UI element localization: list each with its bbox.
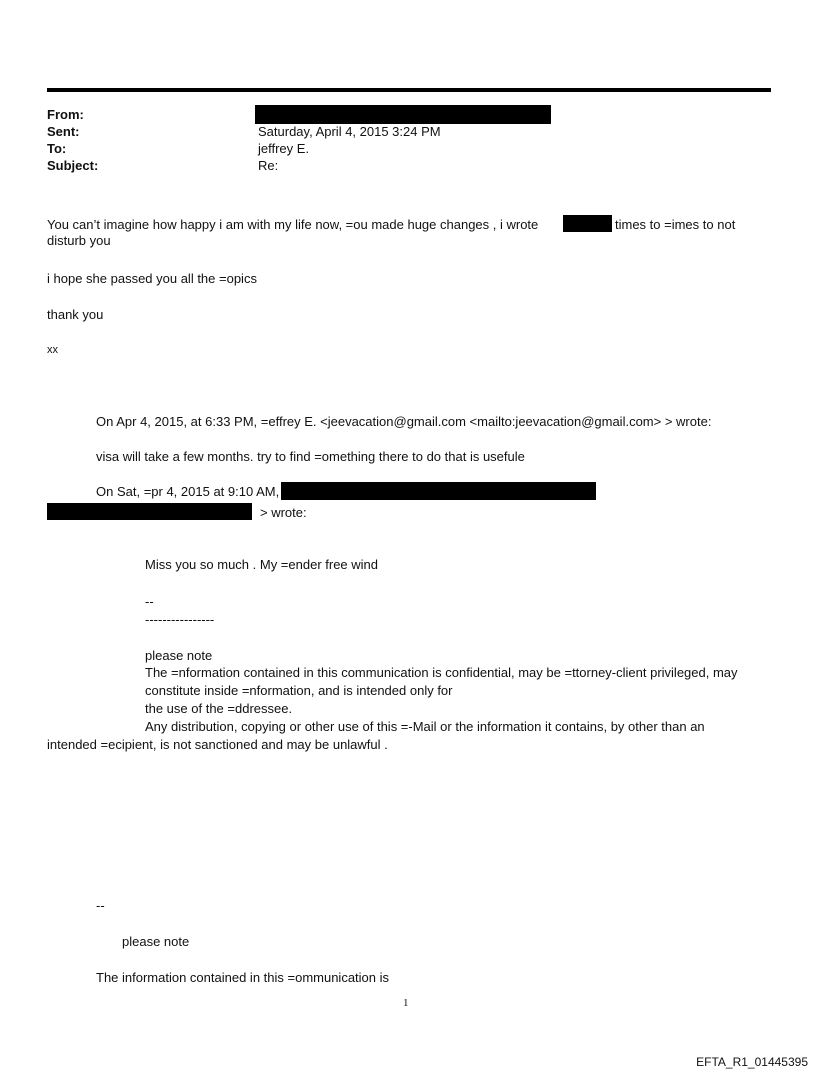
redaction-body: [563, 215, 612, 232]
body-line1b: times to =imes to not: [615, 217, 736, 232]
quote1-text: visa will take a few months. try to find =omething there to do that is usefule: [96, 449, 525, 464]
body-line5: xx: [47, 344, 58, 356]
redaction-from: [255, 105, 551, 124]
quote2-wrote: > wrote:: [260, 505, 307, 520]
subject-label: Subject:: [47, 158, 99, 173]
to-value: jeffrey E.: [258, 141, 310, 156]
footer-sig-note: please note: [122, 934, 190, 949]
subject-value: Re:: [258, 158, 279, 173]
quote2-text: Miss you so much . My =ender free wind: [145, 557, 379, 572]
quote1-header: On Apr 4, 2015, at 6:33 PM, =effrey E. <jeevacation@gmail.com <mailto:jeevacation@gmail.com> > wrote:: [96, 414, 712, 429]
body-line3: i hope she passed you all the =opics: [47, 271, 257, 286]
redaction-quote2-a: [281, 482, 596, 500]
disclaimer-line: Any distribution, copying or other use of this =-Mail or the information it contains, by other than an: [145, 719, 705, 734]
disclaimer-line: intended =ecipient, is not sanctioned and may be unlawful .: [47, 737, 388, 752]
body-line4: thank you: [47, 307, 104, 322]
quote2-sig-line: ----------------: [145, 612, 215, 627]
footer-sig-text: The information contained in this =ommunication is: [96, 970, 390, 985]
footer-sig-dash: --: [96, 898, 105, 913]
body-line2: disturb you: [47, 233, 111, 248]
quote2-header: On Sat, =pr 4, 2015 at 9:10 AM,: [96, 483, 280, 499]
sent-value: Saturday, April 4, 2015 3:24 PM: [258, 124, 441, 139]
page-number: 1: [403, 997, 409, 1009]
to-label: To:: [47, 141, 67, 156]
body-line1a: You can’t imagine how happy i am with my life now, =ou made huge changes , i wrote: [47, 217, 539, 232]
quote2-header-row: [96, 482, 596, 500]
from-label: From:: [47, 107, 84, 122]
disclaimer-line: The =nformation contained in this communication is confidential, may be =ttorney-client privileged, may: [145, 665, 738, 680]
disclaimer-line: constitute inside =nformation, and is intended only for: [145, 683, 453, 698]
sent-label: Sent:: [47, 124, 80, 139]
redaction-quote2-b: [47, 503, 252, 520]
quote2-note: please note: [145, 648, 213, 663]
document-id: EFTA_R1_01445395: [696, 1055, 808, 1069]
quote2-sig-dash: --: [145, 594, 154, 609]
header-rule: [47, 88, 771, 92]
disclaimer-line: the use of the =ddressee.: [145, 701, 293, 716]
